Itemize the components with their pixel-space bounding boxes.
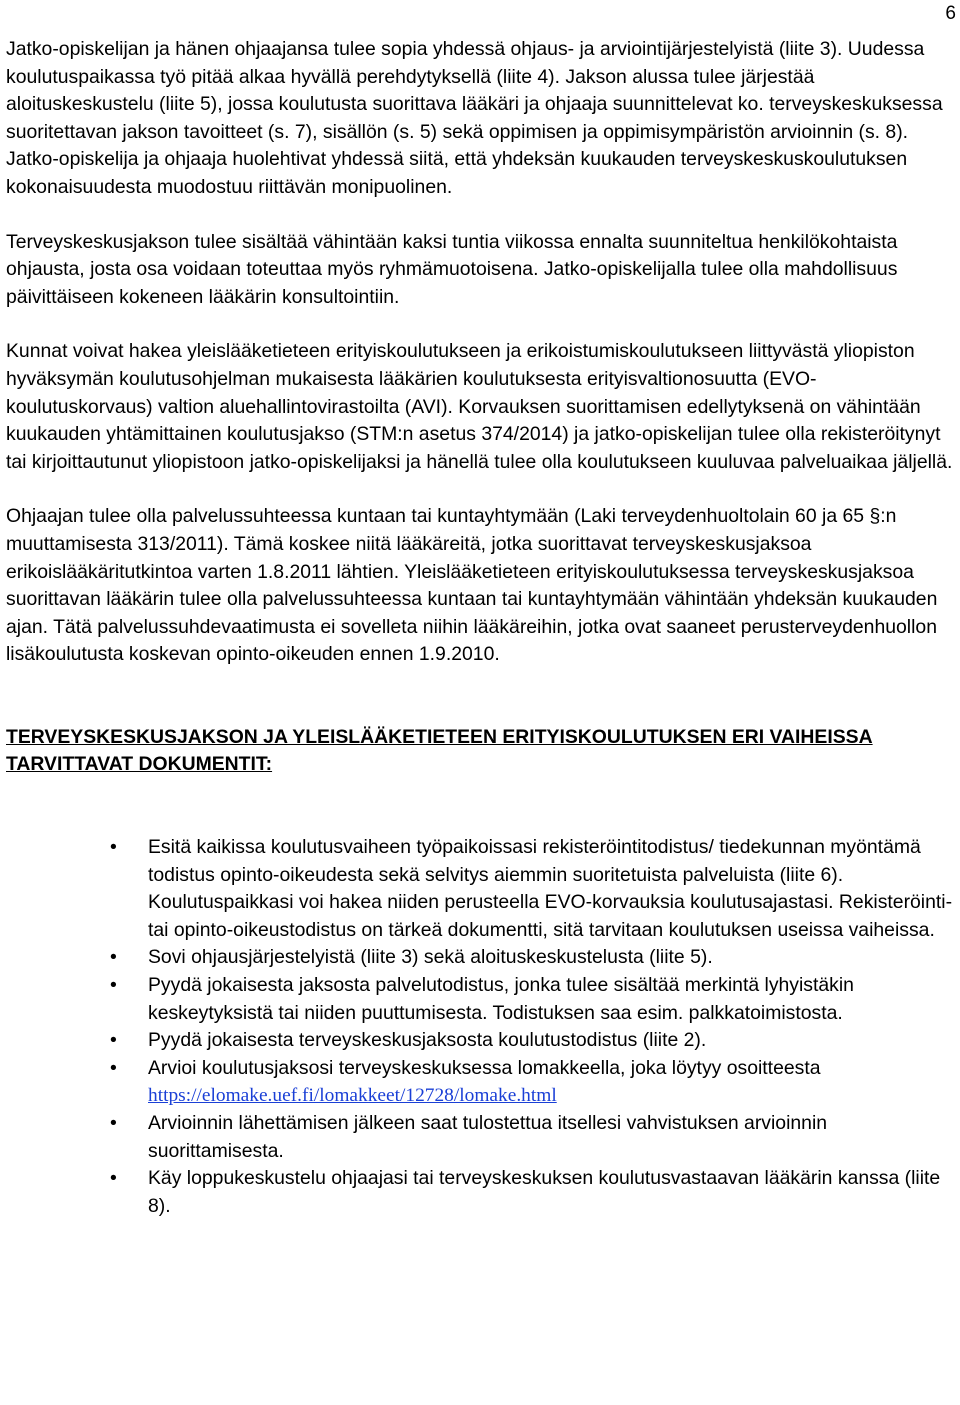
bullet-icon: •	[110, 974, 117, 997]
bullet-icon: •	[110, 1112, 117, 1134]
document-list	[6, 834, 956, 1220]
list-item-text: Arvioinnin lähettämisen jälkeen saat tulostettua itsellesi vahvistuksen arvioinnin suorittamisesta.	[148, 1112, 828, 1162]
evaluation-form-link[interactable]: https://elomake.uef.fi/lomakkeet/12728/lomake.html	[148, 1085, 557, 1107]
bullet-icon: •	[110, 836, 117, 859]
bullet-icon: •	[110, 946, 117, 969]
list-item-evaluation	[6, 1055, 956, 1110]
paragraph-evo-funding: Kunnat voivat hakea yleislääketieteen erityiskoulutukseen ja erikoistumiskoulutukseen liittyvästä yliopiston hyväksymän koulutusohjelman mukaisesta lääkärien koulutuksesta erityisvaltionosuutta (EVO-koulutuskorvaus) valtion aluehallintovirastoilta (AVI). Korvauksen suorittamisen edellytyksenä on vähintään kuukauden yhtämittainen koulutusjakso (STM:n asetus 374/2014) ja jatko-opiskelijan tulee olla rekisteröitynyt tai kirjoittautunut yliopistoon jatko-opiskelijaksi ja hänellä tulee olla koulutukseen kuuluvaa palveluaikaa jäljellä.	[6, 340, 953, 473]
list-item-text: Käy loppukeskustelu ohjaajasi tai terveyskeskuksen koulutusvastaavan lääkärin kanssa (liite 8).	[148, 1167, 941, 1217]
list-item	[6, 972, 956, 1027]
list-item-text: Pyydä jokaisesta terveyskeskusjaksosta koulutustodistus (liite 2).	[148, 1029, 707, 1052]
list-item	[6, 1165, 956, 1220]
paragraph-guidance: Terveyskeskusjakson tulee sisältää vähintään kaksi tuntia viikossa ennalta suunniteltua henkilökohtaista ohjausta, josta osa voidaan toteuttaa myös ryhmämuotoisena. Jatko-opiskelijalla tulee olla mahdollisuus päivittäiseen kokeneen lääkärin konsultointiin.	[6, 230, 898, 308]
list-item-text: Pyydä jokaisesta jaksosta palvelutodistus, jonka tulee sisältää merkintä lyhyistäkin keskeytyksistä tai niiden puuttumisesta. Todistuksen saa esim. palkkatoimistosta.	[148, 974, 854, 1024]
bullet-icon: •	[110, 1029, 117, 1052]
paragraph-employment: Ohjaajan tulee olla palvelussuhteessa kuntaan tai kuntayhtymään (Laki terveydenhuoltolain 60 ja 65 §:n muuttamisesta 313/2011). Tämä koskee niitä lääkäreitä, jotka suorittavat terveyskeskusjaksoa erikoislääkäritutkintoa varten 1.8.2011 lähtien. Yleislääketieteen erityiskoulutuksessa terveyskeskusjaksoa suorittavan lääkärin tulee olla palvelussuhteessa kuntaan tai kuntayhtymään vähintään yhdeksän kuukauden ajan. Tätä palvelussuhdevaatimusta ei sovelleta niihin lääkäreihin, jotka ovat saaneet perusterveydenhuollon lisäkoulutusta koskevan opinto-oikeuden ennen 1.9.2010.	[6, 505, 938, 666]
bullet-icon: •	[110, 1056, 117, 1079]
list-item	[6, 1110, 956, 1165]
list-item	[6, 944, 956, 972]
list-item-text: Esitä kaikissa koulutusvaiheen työpaikoissasi rekisteröintitodistus/ tiedekunnan myöntämä todistus opinto-oikeudesta sekä selvitys aiemmin suoritetuista palveluista (liite 6). Koulutuspaikkasi voi hakea niiden perusteella EVO-korvauksia koulutusajastasi. Rekisteröinti- tai opinto-oikeustodistus on tärkeä dokumentti, sitä tarvitaan koulutuksen useissa vaiheissa.	[148, 836, 953, 941]
document-body	[6, 36, 956, 1220]
bullet-icon: •	[110, 1167, 117, 1190]
paragraph-supervision: Jatko-opiskelijan ja hänen ohjaajansa tulee sopia yhdessä ohjaus- ja arviointijärjestelyistä (liite 3). Uudessa koulutuspaikassa työ pitää alkaa hyvällä perehdytyksellä (liite 4). Jakson alussa tulee järjestää aloituskeskustelu (liite 5), jossa koulutusta suorittava lääkäri ja ohjaaja suunnittelevat ko. terveyskeskuksessa suoritettavan jakson tavoitteet (s. 7), sisällön (s. 5) sekä oppimisen ja oppimisympäristön arvioinnin (s. 8). Jatko-opiskelija ja ohjaaja huolehtivat yhdessä siitä, että yhdeksän kuukauden terveyskeskuskoulutuksen kokonaisuudesta muodostuu riittävän monipuolinen.	[6, 38, 943, 198]
list-item-text: Arvioi koulutusjaksosi terveyskeskuksessa lomakkeella, joka löytyy osoitteesta	[148, 1056, 821, 1079]
list-item	[6, 834, 956, 944]
page-number: 6	[945, 3, 956, 24]
section-heading: TERVEYSKESKUSJAKSON JA YLEISLÄÄKETIETEEN ERITYISKOULUTUKSEN ERI VAIHEISSA TARVITTAVAT DOKUMENTIT:	[6, 725, 873, 776]
list-item-text: Sovi ohjausjärjestelyistä (liite 3) sekä aloituskeskustelusta (liite 5).	[148, 946, 713, 969]
list-item	[6, 1027, 956, 1055]
